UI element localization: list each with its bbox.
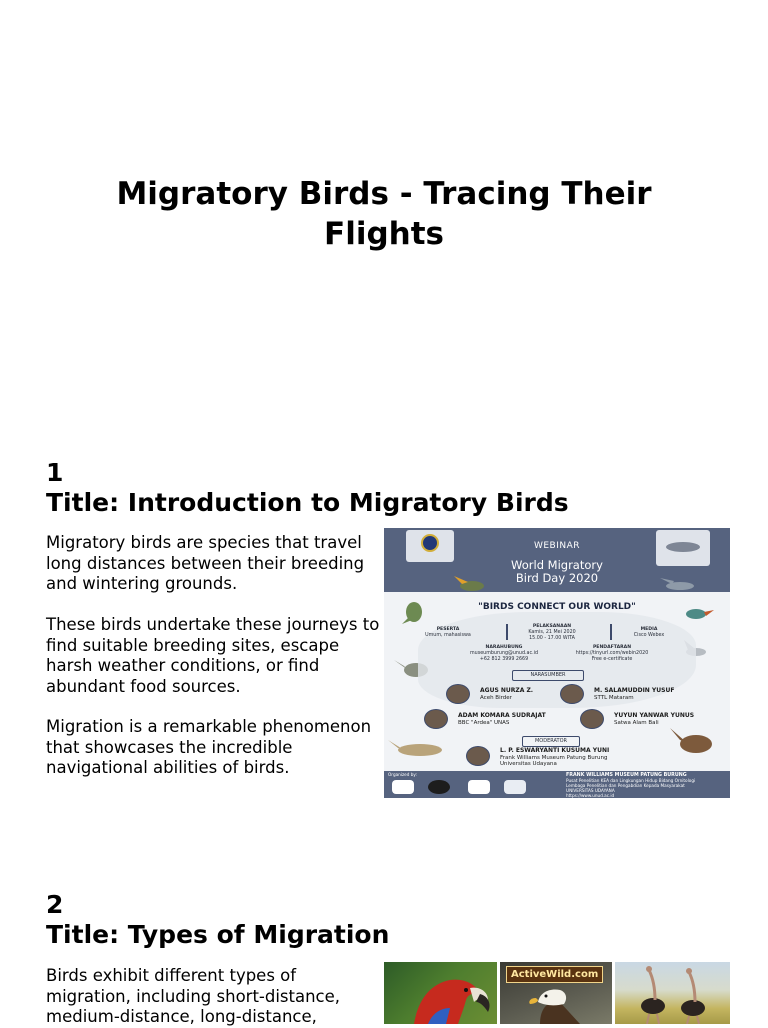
footer-line1: Pusat Penelitian KEA dan Lingkungan Hidup Bidang Ornitologi — [566, 778, 696, 783]
media-label: MEDIA — [640, 627, 658, 632]
speaker-name: M. SALAMUDDIN YUSUF — [594, 687, 675, 694]
eagle-photo — [500, 962, 612, 1024]
ostrich-photo — [615, 962, 730, 1024]
speaker-3 — [458, 713, 546, 726]
speaker-avatar — [446, 684, 470, 704]
speaker-avatar — [560, 684, 584, 704]
speaker-2 — [594, 688, 674, 701]
speaker-avatar — [580, 709, 604, 729]
webinar-poster-image — [384, 528, 730, 798]
bird-icon — [388, 740, 442, 756]
moderator — [500, 748, 609, 768]
moderator-org2: Universitas Udayana — [500, 761, 557, 767]
macaw-icon — [384, 962, 497, 1024]
info-divider — [610, 624, 612, 640]
pelaksanaan-time: 15.00 - 17.00 WITA — [529, 636, 575, 641]
peserta-value: Umum, mahasiswa — [425, 633, 471, 638]
media-value: Cisco Webex — [633, 633, 665, 638]
section-number-2: 2 — [46, 890, 64, 919]
speaker-avatar — [424, 709, 448, 729]
macaw-photo — [384, 962, 497, 1024]
organizer-logo — [504, 780, 526, 794]
bird-icon — [454, 576, 484, 591]
section-1-paragraph-3: Migration is a remarkable phenomenon that showcases the incredible navigational abilities of birds. — [46, 717, 372, 778]
poster-event-line1: World Migratory — [511, 558, 603, 572]
pelaksanaan-label: PELAKSANAAN — [532, 624, 572, 629]
poster-slogan: "BIRDS CONNECT OUR WORLD" — [478, 602, 636, 612]
document-title: Migratory Birds - Tracing Their Flights — [116, 176, 652, 252]
section-title-2: Title: Types of Migration — [46, 920, 390, 949]
pelaksanaan-date: Kamis, 21 Mei 2020 — [528, 630, 576, 635]
poster-webinar-label: WEBINAR — [533, 541, 581, 551]
pendaftaran-label: PENDAFTARAN — [592, 645, 632, 650]
moderator-name: L. P. ESWARYANTI KUSUMA YUNI — [500, 747, 610, 754]
poster-event-line2: Bird Day 2020 — [515, 571, 599, 585]
speaker-1 — [480, 688, 533, 701]
footer-title: FRANK WILLIAMS MUSEUM PATUNG BURUNG — [566, 773, 687, 778]
narahubung-label: NARAHUBUNG — [485, 645, 523, 650]
speaker-name: YUYUN YANWAR YUNUS — [614, 712, 695, 719]
footer-line2: Lembaga Penelitian dan Pengabdian Kepada Masyarakat — [566, 783, 685, 788]
narahubung-email: museumburung@unud.ac.id — [469, 651, 539, 656]
section-1-paragraph-1: Migratory birds are species that travel long distances between their breeding and wintering grounds. — [46, 533, 365, 594]
organizer-logo — [468, 780, 490, 794]
speaker-name: ADAM KOMARA SUDRAJAT — [458, 712, 546, 719]
poster-media — [624, 627, 674, 639]
bird-photo-collage — [384, 962, 730, 1024]
section-1-paragraph-2: These birds undertake these journeys to find suitable breeding sites, escape harsh weather conditions, or find abundant food sources. — [46, 615, 380, 696]
footer-line3: UNIVERSITAS UDAYANA — [566, 788, 615, 793]
speaker-org: Aceh Birder — [480, 694, 512, 701]
speaker-org: BBC "Ardea" UNAS — [458, 719, 510, 726]
bird-icon — [660, 578, 694, 590]
poster-pendaftaran — [562, 645, 662, 663]
narasumber-label: NARASUMBER — [512, 670, 584, 681]
organizer-logo — [392, 780, 414, 794]
speaker-org: Satwa Alam Bali — [614, 719, 659, 726]
pendaftaran-url: https://tinyurl.com/webin2020 — [575, 651, 649, 656]
poster-footer — [384, 771, 730, 798]
moderator-org1: Frank Williams Museum Patung Burung — [500, 754, 608, 761]
footer-url: https://www.unud.ac.id — [566, 793, 615, 798]
eagle-icon — [500, 962, 612, 1024]
speaker-org: STTL Mataram — [594, 694, 634, 701]
narahubung-phone: +62 812 3999 2669 — [479, 657, 529, 662]
moderator-avatar — [466, 746, 490, 766]
section-title-1: Title: Introduction to Migratory Birds — [46, 488, 569, 517]
footer-text — [566, 772, 726, 798]
organizer-logo — [428, 780, 450, 794]
section-2-paragraph-1: Birds exhibit different types of migration, including short-distance, medium-distance, long-distance, — [46, 966, 341, 1027]
speaker-4 — [614, 713, 694, 726]
speaker-name: AGUS NURZA Z. — [480, 687, 534, 694]
organized-by-label: Organized by: — [388, 772, 417, 777]
activewild-badge: ActiveWild.com — [506, 966, 603, 983]
bird-icon — [670, 728, 712, 753]
poster-peserta — [418, 627, 478, 639]
info-divider — [506, 624, 508, 640]
pendaftaran-note: Free e-certificate — [591, 657, 633, 662]
moderator-label: MODERATOR — [522, 736, 580, 747]
peserta-label: PESERTA — [436, 627, 460, 632]
section-number-1: 1 — [46, 458, 64, 487]
ostrich-icon — [615, 962, 730, 1024]
poster-pelaksanaan — [517, 624, 587, 642]
poster-narahubung — [454, 645, 554, 663]
